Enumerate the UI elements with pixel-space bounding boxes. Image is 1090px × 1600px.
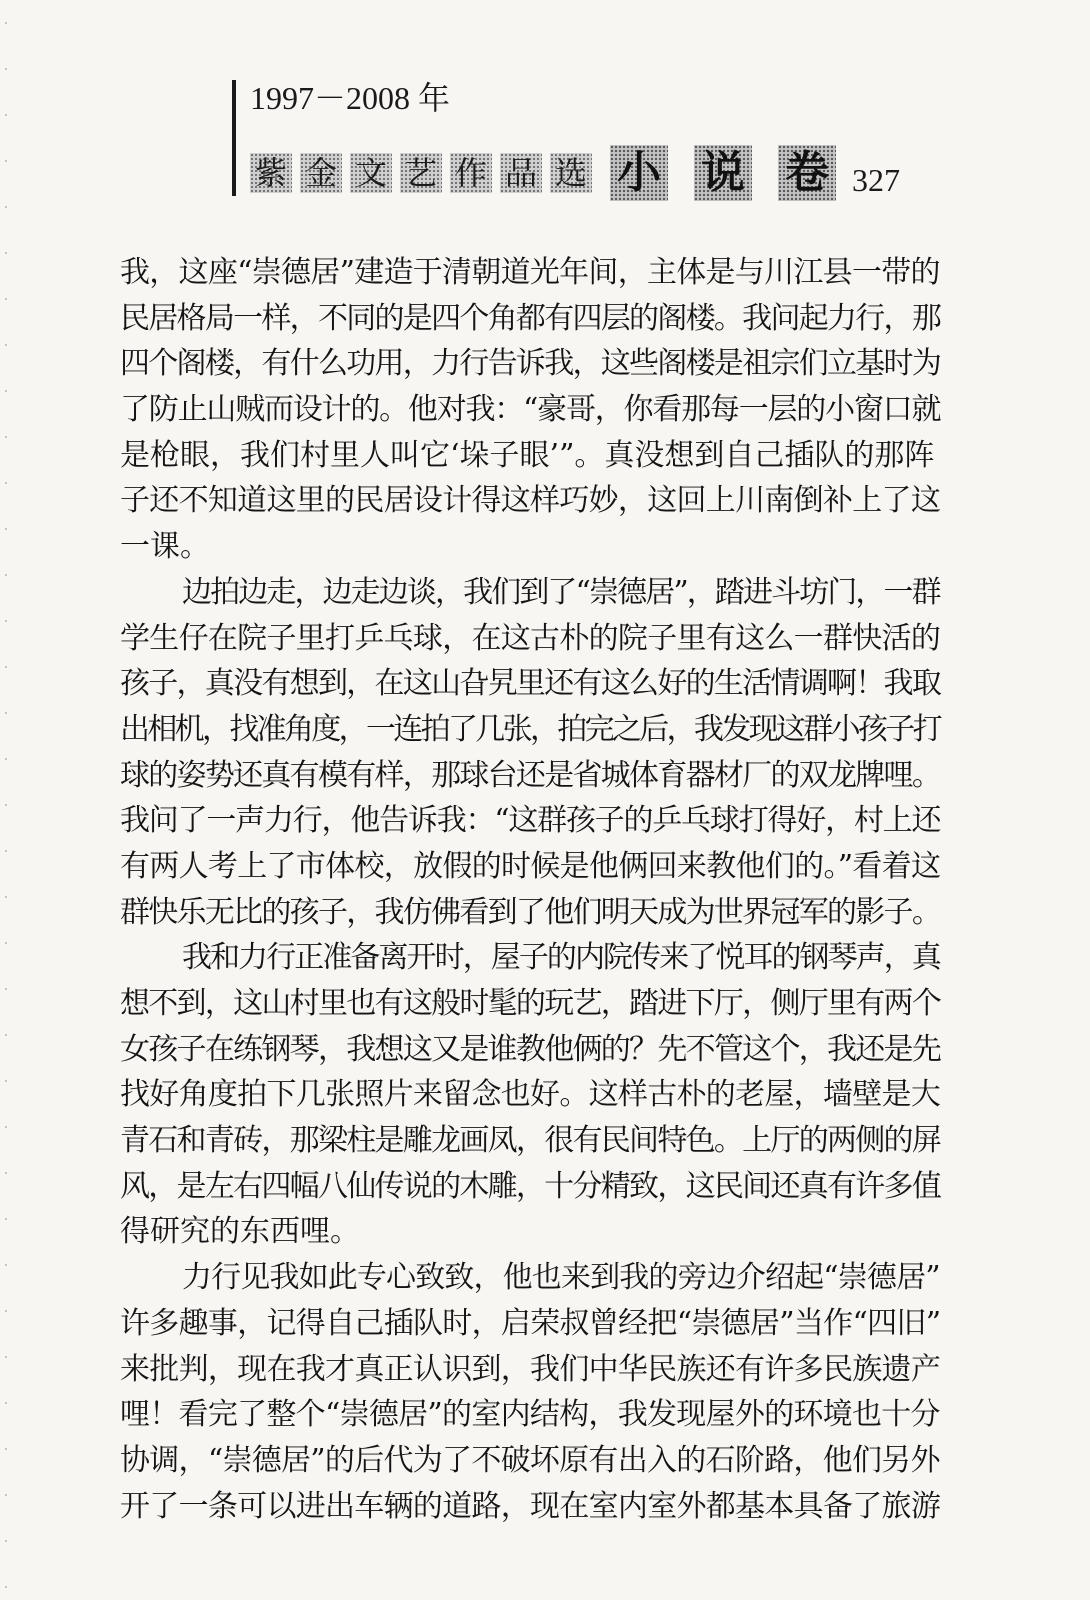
text-line: 女孩子在练钢琴，我想这又是谁教他俩的？先不管这个，我还是先 [120, 1031, 941, 1067]
text-line: 一课。 [120, 529, 210, 565]
series-title-char: 选 [550, 153, 592, 193]
header-years: 1997－2008 年 [250, 80, 451, 116]
header-series-title [250, 144, 900, 202]
text-line: 是枪眼，我们村里人叫它‘垛子眼’”。真没想到自己插队的那阵 [120, 437, 935, 473]
text-line: 来批判，现在我才真正认识到，我们中华民族还有许多民族遗产 [120, 1351, 941, 1387]
text-line: 孩子，真没有想到，在这山旮旯里还有这么好的生活情调啊！我取 [120, 666, 941, 702]
text-line: 哩！看完了整个“崇德居”的室内结构，我发现屋外的环境也十分 [120, 1397, 940, 1433]
text-line: 风，是左右四幅八仙传说的木雕，十分精致，这民间还真有许多值 [120, 1168, 941, 1204]
volume-title-char: 说 [694, 145, 752, 201]
text-line: 我，这座“崇德居”建造于清朝道光年间，主体是与川江县一带的 [120, 255, 940, 290]
text-line: 了防止山贼而设计的。他对我：“豪哥，你看那每一层的小窗口就 [120, 392, 941, 428]
text-line: 协调，“崇德居”的后代为了不破坏原有出入的石阶路，他们另外 [120, 1442, 940, 1478]
volume-title-char: 小 [610, 145, 668, 201]
text-line: 四个阁楼，有什么功用，力行告诉我，这些阁楼是祖宗们立基时为 [120, 346, 941, 382]
series-title-char: 紫 [250, 153, 292, 193]
text-line: 青石和青砖，那梁柱是雕龙画凤，很有民间特色。上厅的两侧的屏 [120, 1123, 941, 1159]
text-line: 想不到，这山村里也有这般时髦的玩艺，踏进下厅，侧厅里有两个 [120, 986, 941, 1021]
text-line: 学生仔在院子里打乒乓球，在这古朴的院子里有这么一群快活的 [120, 620, 941, 656]
volume-title-char: 卷 [778, 145, 836, 201]
body-text [120, 250, 940, 1529]
header-vertical-rule [232, 80, 236, 196]
series-title-char: 金 [300, 153, 342, 193]
text-line: 许多趣事，记得自己插队时，启荣叔曾经把“崇德居”当作“四旧” [120, 1305, 941, 1341]
paragraph-first-line: 边拍边走，边走边谈，我们到了“崇德居”，踏进斗坊门，一群 [182, 574, 940, 610]
text-line: 我问了一声力行，他告诉我：“这群孩子的乒乓球打得好，村上还 [120, 803, 941, 839]
text-line: 球的姿势还真有模有样，那球台还是省城体育器材厂的双龙牌哩。 [120, 757, 941, 793]
text-line: 找好角度拍下几张照片来留念也好。这样古朴的老屋，墙壁是大 [120, 1077, 941, 1113]
text-line: 民居格局一样，不同的是四个角都有四层的阁楼。我问起力行，那 [120, 300, 941, 336]
text-line: 子还不知道这里的民居设计得这样巧妙，这回上川南倒补上了这 [120, 483, 941, 519]
series-title-char: 作 [450, 153, 492, 193]
text-line: 群快乐无比的孩子，我仿佛看到了他们明天成为世界冠军的影子。 [120, 894, 941, 930]
page-number: 327 [852, 162, 900, 198]
text-line: 出相机，找准角度，一连拍了几张，拍完之后，我发现这群小孩子打 [120, 711, 940, 747]
series-title-char: 艺 [400, 153, 442, 193]
paragraph-first-line: 力行见我如此专心致致，他也来到我的旁边介绍起“崇德居” [182, 1260, 940, 1296]
series-title-char: 文 [350, 153, 392, 193]
text-line: 开了一条可以进出车辆的道路，现在室内室外都基本具备了旅游 [120, 1488, 941, 1524]
text-line: 有两人考上了市体校，放假的时候是他俩回来教他们的。”看着这 [120, 848, 941, 884]
series-title-char: 品 [500, 153, 542, 193]
running-header [224, 72, 984, 202]
scan-edge-speckles [0, 0, 12, 1600]
paragraph-first-line: 我和力行正准备离开时，屋子的内院传来了悦耳的钢琴声，真 [182, 940, 940, 976]
text-line: 得研究的东西哩。 [120, 1214, 360, 1250]
